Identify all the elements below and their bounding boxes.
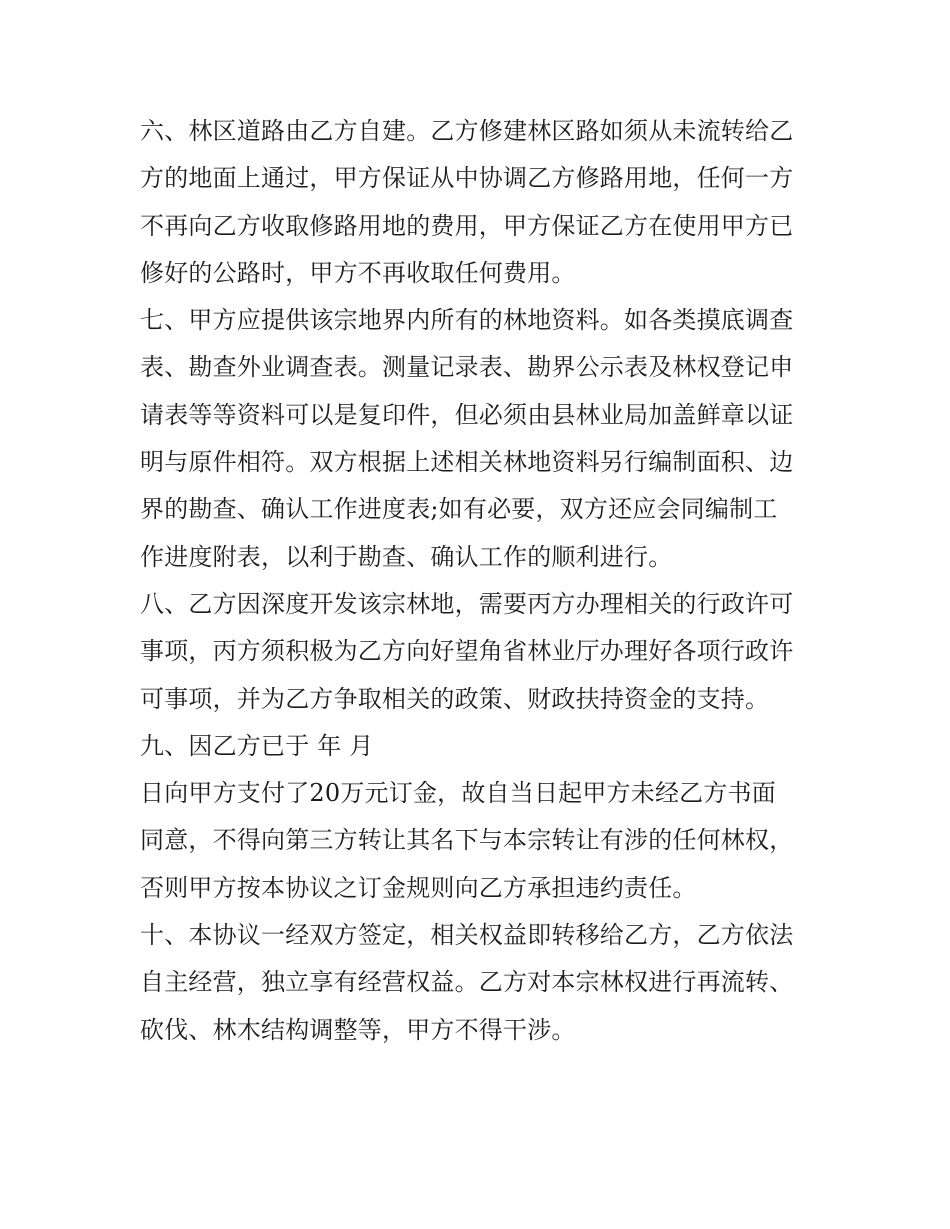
text-line: 不再向乙方收取修路用地的费用，甲方保证乙方在使用甲方已 bbox=[140, 211, 794, 240]
text-line: 修好的公路时，甲方不再收取任何费用。 bbox=[140, 258, 576, 287]
text-line: 自主经营，独立享有经营权益。乙方对本宗林权进行再流转、 bbox=[140, 968, 794, 997]
text-line: 可事项，并为乙方争取相关的政策、财政扶持资金的支持。 bbox=[140, 684, 770, 713]
text-line: 明与原件相符。双方根据上述相关林地资料另行编制面积、边 bbox=[140, 448, 794, 477]
clause-9-body bbox=[140, 770, 820, 912]
text-line: 同意，不得向第三方转让其名下与本宗转让有涉的任何林权， bbox=[140, 826, 794, 855]
text-line: 十、本协议一经双方签定，相关权益即转移给乙方，乙方依法 bbox=[140, 921, 794, 950]
text-line: 事项，丙方须积极为乙方向好望角省林业厅办理好各项行政许 bbox=[140, 637, 794, 666]
text-line: 否则甲方按本协议之订金规则向乙方承担违约责任。 bbox=[140, 873, 697, 902]
text-line: 表、勘查外业调查表。测量记录表、勘界公示表及林权登记申 bbox=[140, 353, 794, 382]
clause-7 bbox=[140, 297, 820, 581]
clause-6 bbox=[140, 108, 820, 297]
clause-10 bbox=[140, 912, 820, 1054]
text-line: 八、乙方因深度开发该宗林地，需要丙方办理相关的行政许可 bbox=[140, 589, 794, 618]
text-line: 请表等等资料可以是复印件，但必须由县林业局加盖鲜章以证 bbox=[140, 400, 794, 429]
text-line: 作进度附表，以利于勘查、确认工作的顺利进行。 bbox=[140, 542, 673, 571]
clause-9-heading bbox=[140, 723, 820, 770]
text-line: 七、甲方应提供该宗地界内所有的林地资料。如各类摸底调查 bbox=[140, 306, 794, 335]
clause-8 bbox=[140, 581, 820, 723]
text-line: 六、林区道路由乙方自建。乙方修建林区路如须从未流转给乙 bbox=[140, 117, 794, 145]
text-line: 砍伐、林木结构调整等，甲方不得干涉。 bbox=[140, 1015, 576, 1044]
text-line: 方的地面上通过，甲方保证从中协调乙方修路用地，任何一方 bbox=[140, 164, 794, 193]
text-line: 界的勘查、确认工作进度表;如有必要，双方还应会同编制工 bbox=[140, 495, 778, 524]
document-body bbox=[140, 108, 820, 1054]
text-line: 九、因乙方已于 年 月 bbox=[140, 731, 374, 760]
text-line: 日向甲方支付了20万元订金，故自当日起甲方未经乙方书面 bbox=[140, 779, 776, 808]
